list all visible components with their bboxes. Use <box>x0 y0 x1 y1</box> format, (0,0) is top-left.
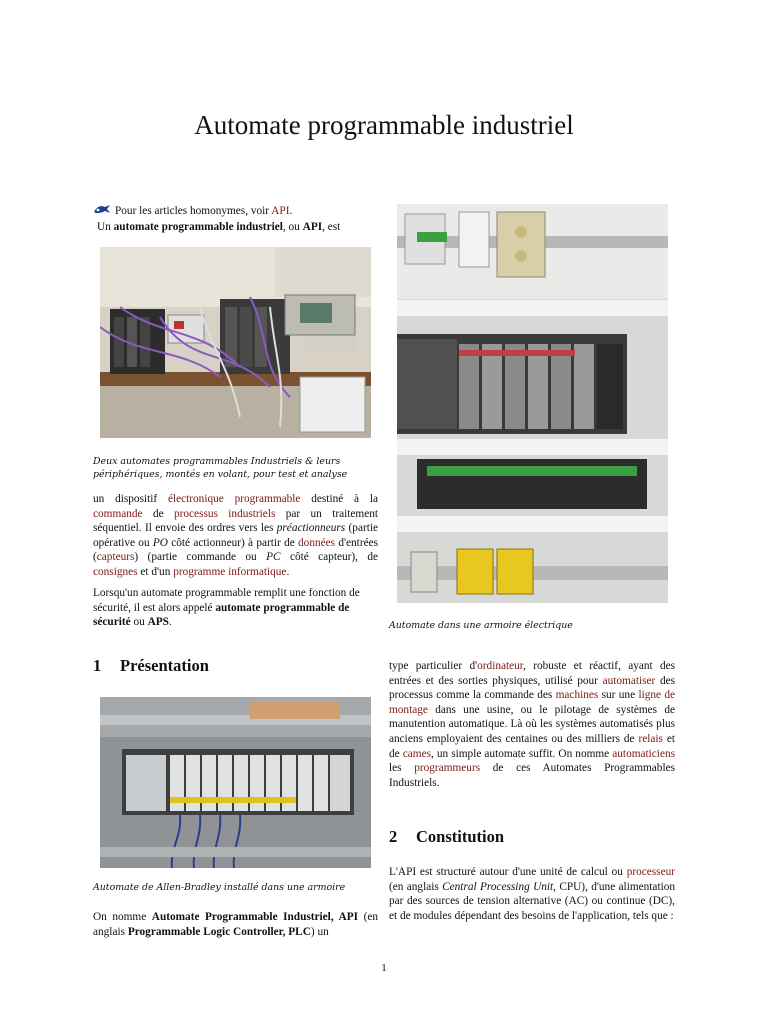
intro-paragraph-1: un dispositif électronique programmable destiné à la commande de processus industriels par un traitement séquentiel. Il envoie des ordres vers les préactionneurs (partie opérative ou PO côté actionneur) à partir de données d'entrées (capteurs) (partie commande ou PC côté capteur), de consignes et d'un programme informatique. <box>93 493 379 578</box>
lead-sentence: Un automate programmable industriel, ou API, est <box>97 220 341 233</box>
section2-paragraph: L'API est structuré autour d'une unité de calcul ou processeur (en anglais Central Processing Unit, CPU), d'une alimentation par des sources de tension alternative (AC) ou continue (DC), et de modules dépendant des besoins de l'application, tels que : <box>389 866 676 922</box>
link-automaticiens[interactable]: automaticiens <box>612 747 676 760</box>
link-programme-informatique[interactable]: programme informatique <box>173 565 287 578</box>
plc-cabinet-image <box>397 204 668 603</box>
link-programmeurs[interactable]: programmeurs <box>414 762 481 775</box>
figure-allen-bradley <box>100 697 371 868</box>
figure-allen-bradley-caption: Automate de Allen-Bradley installé dans une armoire <box>93 882 346 893</box>
link-donnees[interactable]: données <box>298 536 336 549</box>
link-processus-industriels[interactable]: processus industriels <box>173 507 276 520</box>
link-automatiser[interactable]: automatiser <box>602 674 656 687</box>
figure-plc-bench <box>100 247 371 438</box>
section1-paragraph-left: On nomme Automate Programmable Industriel, API (en anglais Programmable Logic Controller, PLC) un <box>93 911 378 938</box>
figure-plc-cabinet <box>397 204 668 603</box>
homonym-link-api[interactable]: API <box>271 205 290 217</box>
homonym-note: Pour les articles homonymes, voir API. <box>93 204 378 220</box>
intro-block <box>93 204 378 234</box>
allen-bradley-image <box>100 697 371 868</box>
link-ordinateur[interactable]: ordinateur <box>477 660 524 672</box>
section-heading-constitution: 2 Constitution <box>389 827 505 846</box>
disambiguation-icon <box>93 204 111 220</box>
intro-paragraph-2: Lorsqu'un automate programmable remplit une fonction de sécurité, il est alors appelé automate programmable de sécurité ou APS. <box>93 587 360 629</box>
link-ligne-de-montage[interactable]: ligne de montage <box>389 689 676 716</box>
page-number: 1 <box>381 962 387 974</box>
plc-bench-image <box>100 247 371 438</box>
link-electronique-programmable[interactable]: électronique programmable <box>167 493 301 505</box>
link-capteurs[interactable]: capteurs <box>96 551 135 564</box>
page-title: Automate programmable industriel <box>194 110 574 140</box>
link-relais[interactable]: relais <box>638 732 663 745</box>
figure-plc-cabinet-caption: Automate dans une armoire électrique <box>389 620 573 631</box>
link-processeur[interactable]: processeur <box>626 866 675 878</box>
section1-paragraph-right: type particulier d'ordinateur, robuste et réactif, ayant des entrées et des sorties physiques, utilisé pour automatiser des processus comme la commande des machines sur une ligne de montage dans une usine, ou le pilotage de systèmes de manutention automatique. Là où les systèmes automatisés plus anciens employaient des centaines ou des milliers de relais et de cames, un simple automate suffit. On nomme automaticiens les programmeurs de ces Automates Programmables Industriels. <box>389 660 676 789</box>
link-machines[interactable]: machines <box>555 689 599 702</box>
link-consignes[interactable]: consignes <box>93 565 138 578</box>
figure-plc-bench-caption: Deux automates programmables Industriels & leurs périphériques, montés en volant, pour test et analyse <box>93 456 348 480</box>
link-cames[interactable]: cames <box>402 747 431 760</box>
link-commande[interactable]: commande <box>93 507 143 520</box>
section-heading-presentation: 1 Présentation <box>93 656 209 675</box>
